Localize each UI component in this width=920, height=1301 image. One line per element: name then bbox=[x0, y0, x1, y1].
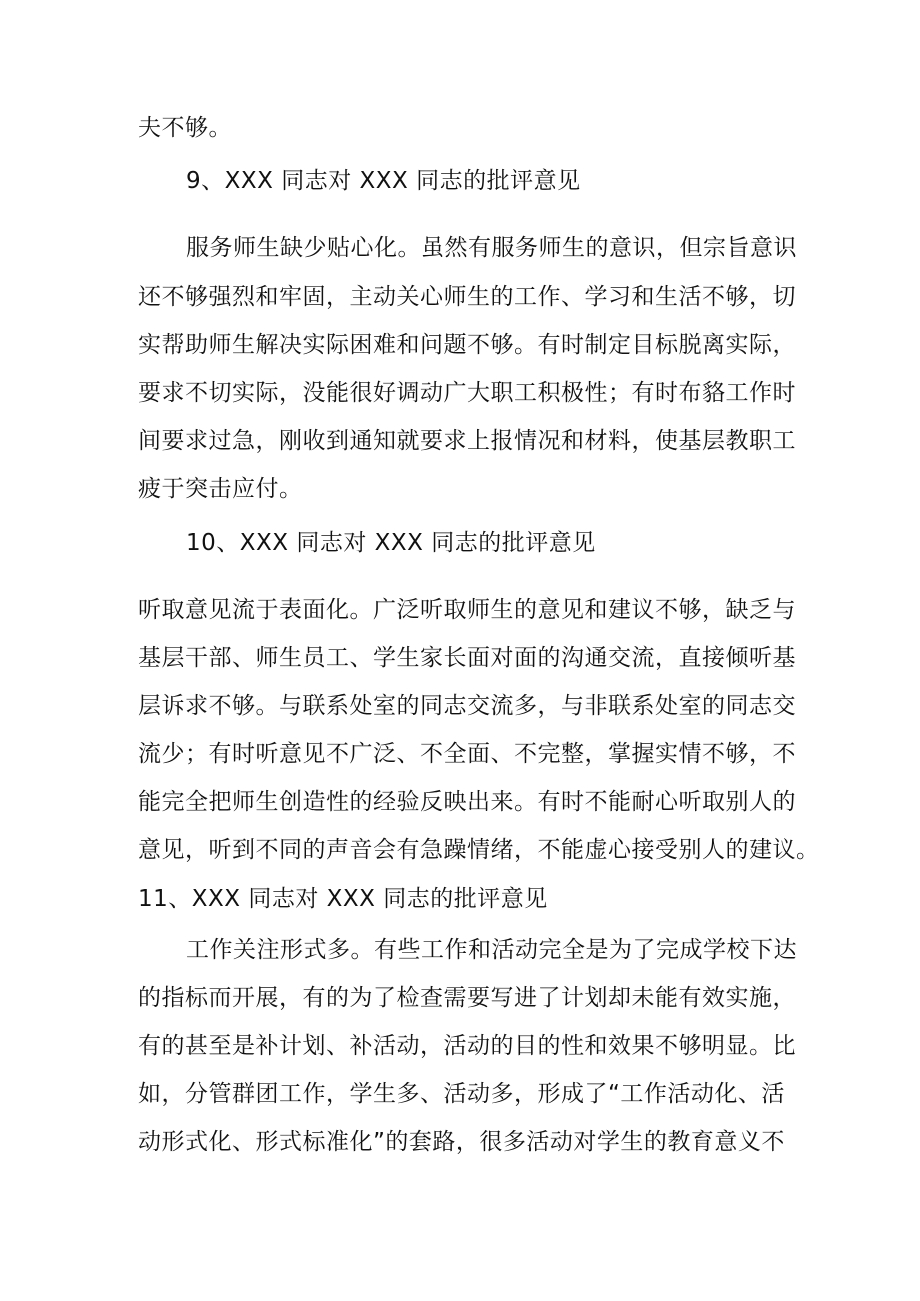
section-heading-11: 11、XXX 同志对 XXX 同志的批评意见 bbox=[138, 886, 548, 912]
paragraph-line: 基层干部、师生员工、学生家长面对面的沟通交流，直接倾听基 bbox=[138, 645, 796, 671]
paragraph-line: 夫不够。 bbox=[138, 115, 232, 141]
paragraph-line: 还不够强烈和牢固，主动关心师生的工作、学习和生活不够，切 bbox=[138, 284, 796, 310]
paragraph-line: 流少；有时听意见不广泛、不全面、不完整，掌握实情不够，不 bbox=[138, 741, 796, 767]
paragraph-line: 意见，听到不同的声音会有急躁情绪，不能虚心接受别人的建议。 bbox=[138, 837, 820, 863]
paragraph-line: 实帮助师生解决实际困难和问题不够。有时制定目标脱离实际， bbox=[138, 332, 796, 358]
section-heading-9: 9、XXX 同志对 XXX 同志的批评意见 bbox=[186, 168, 581, 194]
paragraph-line: 服务师生缺少贴心化。虽然有服务师生的意识，但宗旨意识 bbox=[186, 235, 797, 261]
paragraph-line: 的指标而开展，有的为了检查需要写进了计划却未能有效实施， bbox=[138, 985, 796, 1011]
paragraph-line: 能完全把师生创造性的经验反映出来。有时不能耐心听取别人的 bbox=[138, 789, 796, 815]
paragraph-line: 如，分管群团工作，学生多、活动多，形成了“工作活动化、活 bbox=[138, 1081, 785, 1107]
paragraph-line: 层诉求不够。与联系处室的同志交流多，与非联系处室的同志交 bbox=[138, 693, 796, 719]
paragraph-line: 要求不切实际，没能很好调动广大职工积极性；有时布貉工作时 bbox=[138, 380, 796, 406]
paragraph-line: 动形式化、形式标准化”的套路，很多活动对学生的教育意义不 bbox=[138, 1129, 785, 1155]
paragraph-line: 间要求过急，刚收到通知就要求上报情况和材料，使基层教职工 bbox=[138, 428, 796, 454]
paragraph-line: 工作关注形式多。有些工作和活动完全是为了完成学校下达 bbox=[186, 937, 797, 963]
paragraph-line: 听取意见流于表面化。广泛听取师生的意见和建议不够，缺乏与 bbox=[138, 597, 796, 623]
paragraph-line: 疲于突击应付。 bbox=[138, 476, 303, 502]
section-heading-10: 10、XXX 同志对 XXX 同志的批评意见 bbox=[186, 530, 596, 556]
paragraph-line: 有的甚至是补计划、补活动，活动的目的性和效果不够明显。比 bbox=[138, 1033, 796, 1059]
